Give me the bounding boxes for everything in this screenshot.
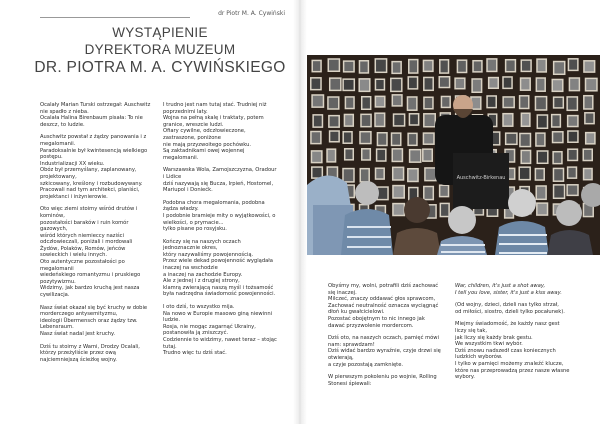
portrait-photo: [554, 152, 561, 162]
portrait-photo: [506, 60, 514, 70]
portrait-photo: [536, 169, 543, 179]
portrait-photo: [522, 61, 530, 71]
portrait-photo: [569, 132, 578, 142]
portrait-photo: [344, 169, 354, 181]
portrait-photo: [584, 150, 592, 160]
portrait-photo: [409, 78, 417, 88]
speech-photo: [307, 55, 600, 255]
paragraph: Miejmy świadomość, że każdy nasz gest liczy się tak, jak liczy się każdy brak gestu. We wszystkim tkwi wybór. Dziś znowu nadszedł czas koniecznych ludzkich wyborów. I tylko w pamięci możemy znaleźć klucze, które nas przeprowadzą przez nasze własne wybory.: [455, 321, 570, 381]
portrait-photo: [584, 169, 591, 179]
portrait-photo: [376, 169, 383, 178]
title-line-3: DR. PIOTRA M. A. CYWIŃSKIEGO: [34, 59, 286, 76]
portrait-photo: [393, 62, 401, 72]
portrait-photo: [440, 186, 447, 196]
portrait-photo: [538, 204, 547, 214]
portrait-photo: [472, 98, 480, 109]
paragraph: Oto więc ziemi stoimy wśród drutów i kominów, pozostałości baraków i ruin komór gazowych, wśród których niemieccy naziści odczłowieczali, poniżali i mordowali Żydów, Polaków, Romów, jeńców sowieckich i wielu innych. Oto autentyczne pozostałości po megalomanii wiedeńskiego romantyzmu i pruskiego pozytywizmu. Widzimy, jak bardzo kruchą jest nasza cywilizacja.: [40, 206, 141, 299]
portrait-photo: [506, 134, 516, 144]
portrait-photo: [554, 186, 563, 198]
portrait-photo: [312, 79, 321, 89]
portrait-photo: [344, 62, 353, 71]
portrait-photo: [362, 150, 369, 160]
portrait-photo: [394, 204, 404, 214]
portrait-photo: [568, 186, 577, 195]
portrait-photo: [312, 132, 320, 143]
portrait-photo: [410, 150, 420, 161]
paragraph: Auschwitz powstał z żądzy panowania i z megalomanii. Paradoksalnie był kwintesencją wielkiego postępu. Industrializacji XX wieku. Obóz był przemyślany, zaplanowany, projektowany, szkicowany, kreślony i rozbudowywany. Pracowali nad tym architekci, planiści, projektanci i inżynierowie.: [40, 134, 148, 200]
paragraph: Dziś oto, na naszych oczach, pamięć mówi nam: sprawdzam! Dziś widać bardzo wyraźnie, czyje drzwi się otwierają, a czyje pozostają zamknięte.: [328, 335, 441, 368]
portrait-photo: [586, 133, 594, 143]
portrait-photo: [553, 80, 562, 90]
portrait-photo: [361, 132, 370, 142]
portrait-photo: [313, 168, 322, 178]
portrait-photo: [313, 61, 320, 71]
portrait-photo: [521, 134, 530, 146]
portrait-photo: [344, 80, 354, 90]
portrait-photo: [522, 114, 529, 126]
portrait-photo: [489, 78, 497, 87]
portrait-photo: [313, 96, 323, 107]
portrait-photo: [377, 150, 385, 160]
portrait-photo: [378, 134, 386, 145]
portrait-photo: [504, 78, 512, 88]
portrait-photo: [568, 98, 577, 110]
portrait-photo: [537, 79, 544, 91]
portrait-photo: [441, 61, 448, 73]
paragraph: Dziś tu stoimy z Wami, Drodzy Ocalali, którzy przeżyliście przez ową najciemniejszą ścieżkę wojny.: [40, 343, 140, 363]
portrait-photo: [586, 114, 594, 123]
portrait-photo: [426, 169, 436, 180]
paragraph: I oto dziś, to wszystko mija. Na nowo w Europie masowo giną niewinni ludzie. Rosja, nie mogąc zagarnąć Ukrainy, postanowiła ją zniszczyć. Codziennie to widzimy, nawet teraz – stojąc tutaj. Trudno więc tu dziś stać.: [163, 304, 277, 357]
paragraph: I trudno jest nam tutaj stać. Trudniej niż poprzednimi laty. Wojna na pełną skalę i traktaty, potem granice, wreszcie ludzi. Ofiary cywilne, odczłowieczone, zastraszone, poniżone nie mają przyzwoitego pochówku. Są zaktadnikami owej wojennej megalomanii.: [163, 102, 267, 161]
portrait-photo: [458, 61, 466, 72]
title-line-2: DYREKTORA MUZEUM: [84, 42, 236, 57]
portrait-photo: [409, 169, 418, 180]
portrait-photo: [344, 132, 351, 142]
portrait-photo: [345, 115, 352, 125]
portrait-photo: [538, 60, 546, 71]
portrait-photo: [408, 98, 416, 110]
portrait-photo: [376, 114, 384, 126]
portrait-photo: [345, 150, 352, 160]
paragraph: Podobna chora megalomania, podobna żądza władzy. I podobnie bramieje mity o wyjątkowości, o wielkości, o prymacie... tylko pisane po rosyjsku.: [163, 199, 276, 233]
portrait-photo: [328, 150, 335, 161]
portrait-photo: [424, 150, 432, 161]
portrait-photo: [554, 62, 564, 73]
portrait-photo: [488, 97, 496, 107]
article-title: [30, 24, 290, 78]
portrait-photo: [360, 62, 367, 73]
title-line-1: WYSTĄPIENIE: [112, 25, 208, 40]
portrait-photo: [410, 60, 418, 72]
left-column-1: [40, 102, 160, 369]
portrait-photo: [456, 79, 464, 88]
portrait-photo: [314, 116, 322, 127]
paragraph: Obyśmy my, wolni, potrafili dziś zachować się inaczej. Milczeć, znaczy oddawać głos sprawcom, Zachować neutralność oznacza wyciągnąć dłoń ku gwałcicielowi. Pozostać obojętnym to nic innego jak dawać przyzwolenie mordercom.: [328, 283, 439, 329]
song-lyrics: War, children, it's just a shot away, I tell you love, sister, it's just a kiss away.: [455, 283, 562, 296]
author-tag: dr Piotr M. A. Cywiński: [190, 9, 285, 19]
portrait-photo: [568, 116, 577, 125]
portrait-photo: [378, 188, 387, 199]
portrait-photo: [522, 151, 530, 162]
portrait-photo: [570, 79, 578, 90]
portrait-photo: [504, 98, 514, 107]
portrait-photo: [538, 152, 547, 163]
portrait-photo: [394, 115, 404, 125]
paragraph: W pierwszym pokoleniu po wojnie, Rolling Stonesi śpiewali:: [328, 374, 437, 387]
portrait-photo: [330, 79, 340, 90]
portrait-photo: [424, 134, 433, 144]
paragraph: Kończy się na naszych oczach jednoznacznie okres, który nazywaliśmy powojennością. Przez wiele dekad powojenność wyglądała inaczej na wschodzie a inaczej na zachodzie Europy. Ale z jednej i z drugiej strony, klamrą zwierającą naszą myśl i tożsamość była nadrzędna świadomość powojenności.: [163, 238, 276, 298]
portrait-photo: [537, 134, 545, 145]
portrait-photo: [409, 134, 416, 144]
portrait-photo: [488, 60, 496, 71]
portrait-photo: [521, 79, 529, 90]
portrait-photo: [425, 187, 433, 199]
left-column-2: [163, 102, 291, 363]
portrait-photo: [424, 61, 432, 70]
paragraph: Ocalały Marian Turski ostrzegał: Auschwitz nie spadło z nieba. Ocalała Halina Birenbaum pisała: To nie deszcz, to ludzie.: [40, 102, 151, 128]
portrait-photo: [360, 80, 369, 91]
portrait-photo: [330, 116, 339, 126]
portrait-photo: [392, 134, 400, 145]
portrait-photo: [425, 115, 435, 126]
portrait-photo: [569, 150, 577, 160]
portrait-photo: [538, 116, 547, 128]
portrait-photo: [554, 169, 563, 180]
portrait-photo: [362, 97, 369, 108]
portrait-photo: [440, 78, 449, 87]
portrait-photo: [393, 150, 402, 161]
portrait-photo: [536, 97, 546, 109]
portrait-photo: [520, 97, 528, 108]
portrait-photo: [552, 115, 559, 126]
portrait-photo: [362, 115, 371, 126]
portrait-photo: [586, 79, 596, 90]
portrait-photo: [537, 187, 545, 199]
lectern-label: Auschwitz-Birkenau: [456, 175, 506, 181]
portrait-photo: [585, 62, 594, 72]
portrait-photo: [392, 79, 401, 91]
lectern: [453, 153, 509, 209]
portrait-photo: [425, 98, 433, 108]
portrait-photo: [442, 97, 449, 106]
portrait-photo: [393, 168, 402, 179]
portrait-photo: [410, 115, 418, 125]
right-column-2: [455, 283, 580, 387]
portrait-photo: [346, 98, 353, 108]
portrait-photo: [376, 80, 384, 89]
page-gutter: [293, 0, 307, 424]
portrait-photo: [554, 98, 562, 107]
paragraph: Nasz świat okazał się być kruchy w dobie morderczego antysemityzmu, ideologii Übermensch oraz żądzy tzw. Lebensraum. Nasz świat nadal jest kruchy.: [40, 304, 148, 337]
paragraph: Warszawska Wola, Zamojszczyzna, Oradour i Lidice dziś nazywają się Bucza, Irpień, Hostomel, Mariupol i Doniećk.: [163, 167, 277, 194]
portrait-photo: [329, 98, 338, 109]
portrait-photo: [474, 61, 481, 71]
portrait-photo: [394, 186, 404, 197]
portrait-photo: [330, 132, 338, 141]
portrait-photo: [568, 168, 575, 178]
portrait-photo: [504, 114, 512, 125]
portrait-photo: [312, 152, 321, 162]
portrait-photo: [361, 169, 368, 181]
portrait-photo: [376, 60, 386, 72]
paragraph: (Od wojny, dzieci, dzieli nas tylko strzał, od miłości, siostro, dzieli tylko pocałunek).: [455, 302, 565, 315]
portrait-photo: [441, 204, 448, 216]
portrait-photo: [329, 60, 339, 71]
portrait-photo: [473, 80, 481, 92]
portrait-photo: [585, 96, 592, 108]
portrait-photo: [425, 78, 433, 89]
portrait-photo: [553, 133, 562, 142]
portrait-photo: [520, 168, 529, 179]
portrait-photo: [569, 60, 577, 70]
portrait-photo: [393, 96, 401, 106]
portrait-photo: [376, 97, 384, 106]
right-column-1: [328, 283, 450, 393]
